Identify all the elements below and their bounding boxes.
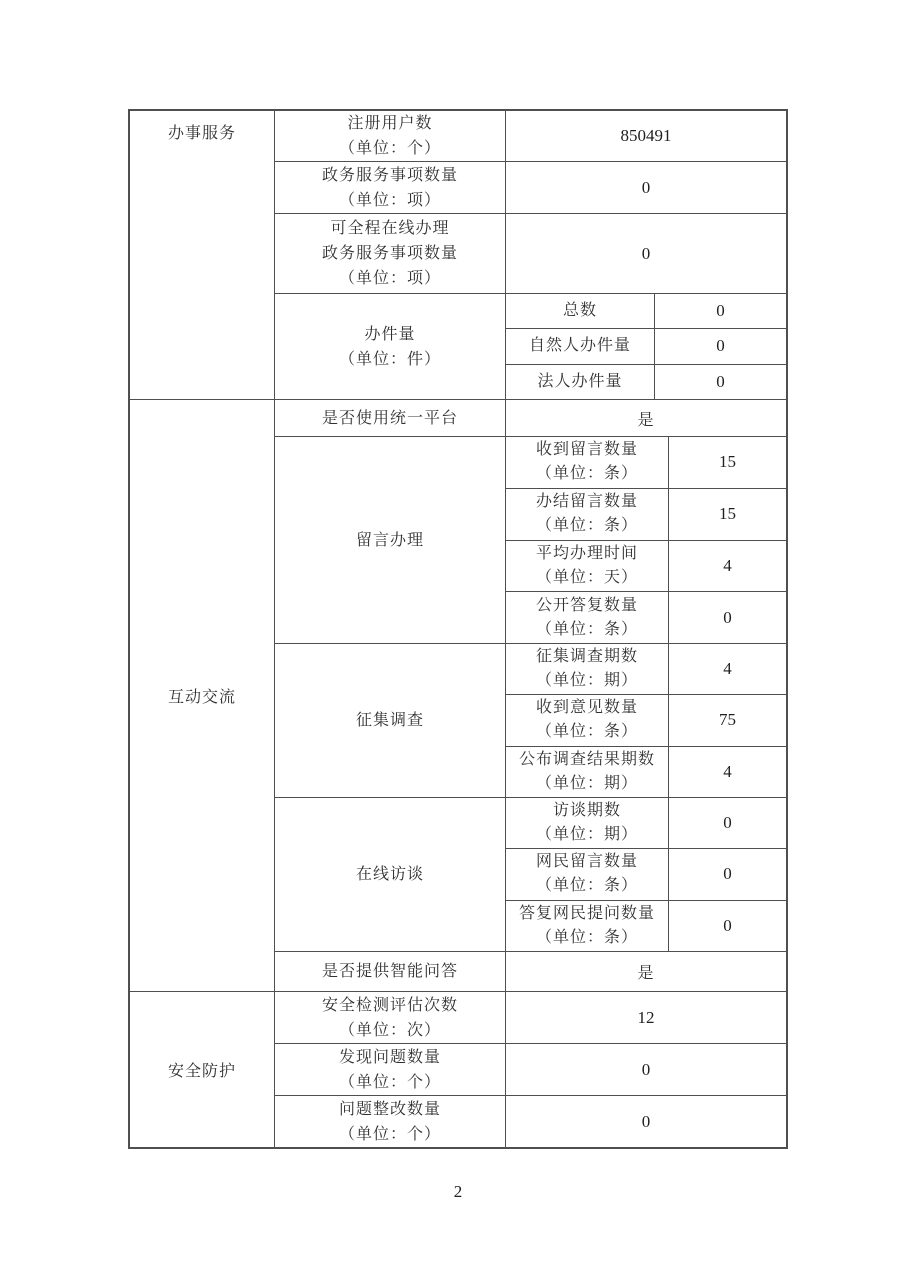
table-row [275,162,786,214]
row-label-line2: 政务服务事项数量 [321,245,458,262]
subrow-label: 平均办理时间 （单位：天） [506,541,669,592]
subrow-label: 答复网民提问数量 （单位：条） [506,901,669,951]
row-label: 问题整改数量 [338,1100,441,1118]
table-row [275,111,786,162]
subrow-value: 0 [716,371,725,391]
category-label: 安全防护 [167,1063,236,1080]
subrow-value: 15 [719,452,736,472]
subrow-label: 总数 [506,294,655,328]
subrow-value: 0 [716,336,725,356]
category-label: 互动交流 [167,689,236,706]
subrow-value: 0 [723,864,732,884]
section-service [130,111,786,400]
subrow-label: 收到意见数量 （单位：条） [506,695,669,745]
subrow-unit: （单位：条） [535,620,638,638]
row-value: 是 [637,965,655,982]
subrow-label: 法人办件量 [506,365,655,399]
subrow-value: 0 [716,301,725,321]
group-label-cell [275,644,506,797]
subrow-unit: （单位：条） [535,723,638,741]
table-row [275,952,786,991]
category-cell-interaction [130,400,275,991]
subrow-value: 4 [723,555,732,575]
row-label-cell [275,1096,506,1147]
table-subrow [506,365,786,399]
group-label: 征集调查 [355,712,424,729]
row-value: 0 [641,1111,651,1131]
section-interaction [130,400,786,992]
table-row [275,214,786,294]
row-unit: （单位：次） [338,1021,441,1039]
row-unit: （单位：个） [338,140,441,157]
row-label: 政务服务事项数量 [321,166,458,184]
table-subrow [506,329,786,364]
row-label-cell [275,111,506,161]
row-value: 12 [637,1007,655,1027]
group-label: 在线访谈 [355,866,424,883]
row-label: 注册用户数 [347,115,433,132]
table-subrow [506,592,786,643]
subrow-value: 4 [723,659,732,679]
subrow-value: 0 [723,607,732,627]
table-row-group [275,798,786,952]
row-label: 是否提供智能问答 [321,963,458,980]
row-label-cell [275,400,506,436]
row-label-cell [275,214,506,293]
row-unit: （单位：个） [338,1125,441,1143]
subrow-unit: （单位：天） [535,568,638,586]
subrow-unit: （单位：条） [535,877,638,895]
group-label-cell [275,798,506,951]
category-cell-service [130,111,275,399]
row-value: 0 [641,243,651,263]
section-security [130,992,786,1147]
group-label: 办件量 [364,325,416,343]
row-label-cell [275,1044,506,1095]
group-unit: （单位：件） [338,350,441,368]
subrow-value: 0 [723,813,732,833]
table-row-group [275,294,786,399]
table-subrow [506,849,786,900]
table-row [275,1096,786,1147]
subrow-unit: （单位：期） [535,774,638,792]
table-subrow [506,489,786,541]
table-row-group [275,644,786,798]
subrow-value: 15 [719,504,736,524]
subrow-label: 网民留言数量 （单位：条） [506,849,669,899]
group-label: 留言办理 [355,531,424,549]
row-value: 0 [641,1059,651,1079]
subrow-label: 收到留言数量 （单位：条） [506,437,669,488]
subrow-label: 征集调查期数 （单位：期） [506,644,669,694]
table-row [275,1044,786,1096]
subrow-value: 4 [723,761,732,781]
table-subrow [506,644,786,695]
table-subrow [506,294,786,329]
subrow-label: 访谈期数 （单位：期） [506,798,669,848]
table-subrow [506,798,786,849]
subrow-value: 0 [723,915,732,935]
row-label-cell [275,992,506,1043]
category-label: 办事服务 [167,125,236,142]
row-value: 0 [641,177,651,197]
table-subrow [506,437,786,489]
table-subrow [506,695,786,746]
group-label-cell [275,294,506,399]
subrow-unit: （单位：期） [535,826,638,844]
row-unit: （单位：项） [338,270,441,287]
row-label-cell [275,952,506,991]
subrow-label: 办结留言数量 （单位：条） [506,489,669,540]
row-label-cell [275,162,506,213]
subrow-unit: （单位：条） [535,465,638,483]
row-value: 850491 [620,126,672,145]
subrow-unit: （单位：条） [535,928,638,946]
subrow-label: 公布调查结果期数 （单位：期） [506,747,669,797]
row-unit: （单位：个） [338,1073,441,1091]
table-subrow [506,747,786,797]
table-row [275,400,786,437]
table-row-group [275,437,786,644]
category-cell-security [130,992,275,1147]
row-label: 是否使用统一平台 [321,409,458,427]
row-value: 是 [637,411,655,429]
row-label: 可全程在线办理 [330,220,450,237]
subrow-value: 75 [719,710,736,730]
subrow-label: 自然人办件量 [506,329,655,363]
subrow-unit: （单位：期） [535,672,638,690]
subrow-unit: （单位：条） [535,517,638,535]
subrow-label: 公开答复数量 （单位：条） [506,592,669,643]
group-label-cell [275,437,506,643]
table-row [275,992,786,1044]
page-number: 2 [453,1182,463,1201]
row-unit: （单位：项） [338,191,441,209]
row-label: 发现问题数量 [338,1048,441,1066]
row-label: 安全检测评估次数 [321,996,458,1014]
statistics-table [128,109,788,1149]
table-subrow [506,541,786,593]
table-subrow [506,901,786,951]
